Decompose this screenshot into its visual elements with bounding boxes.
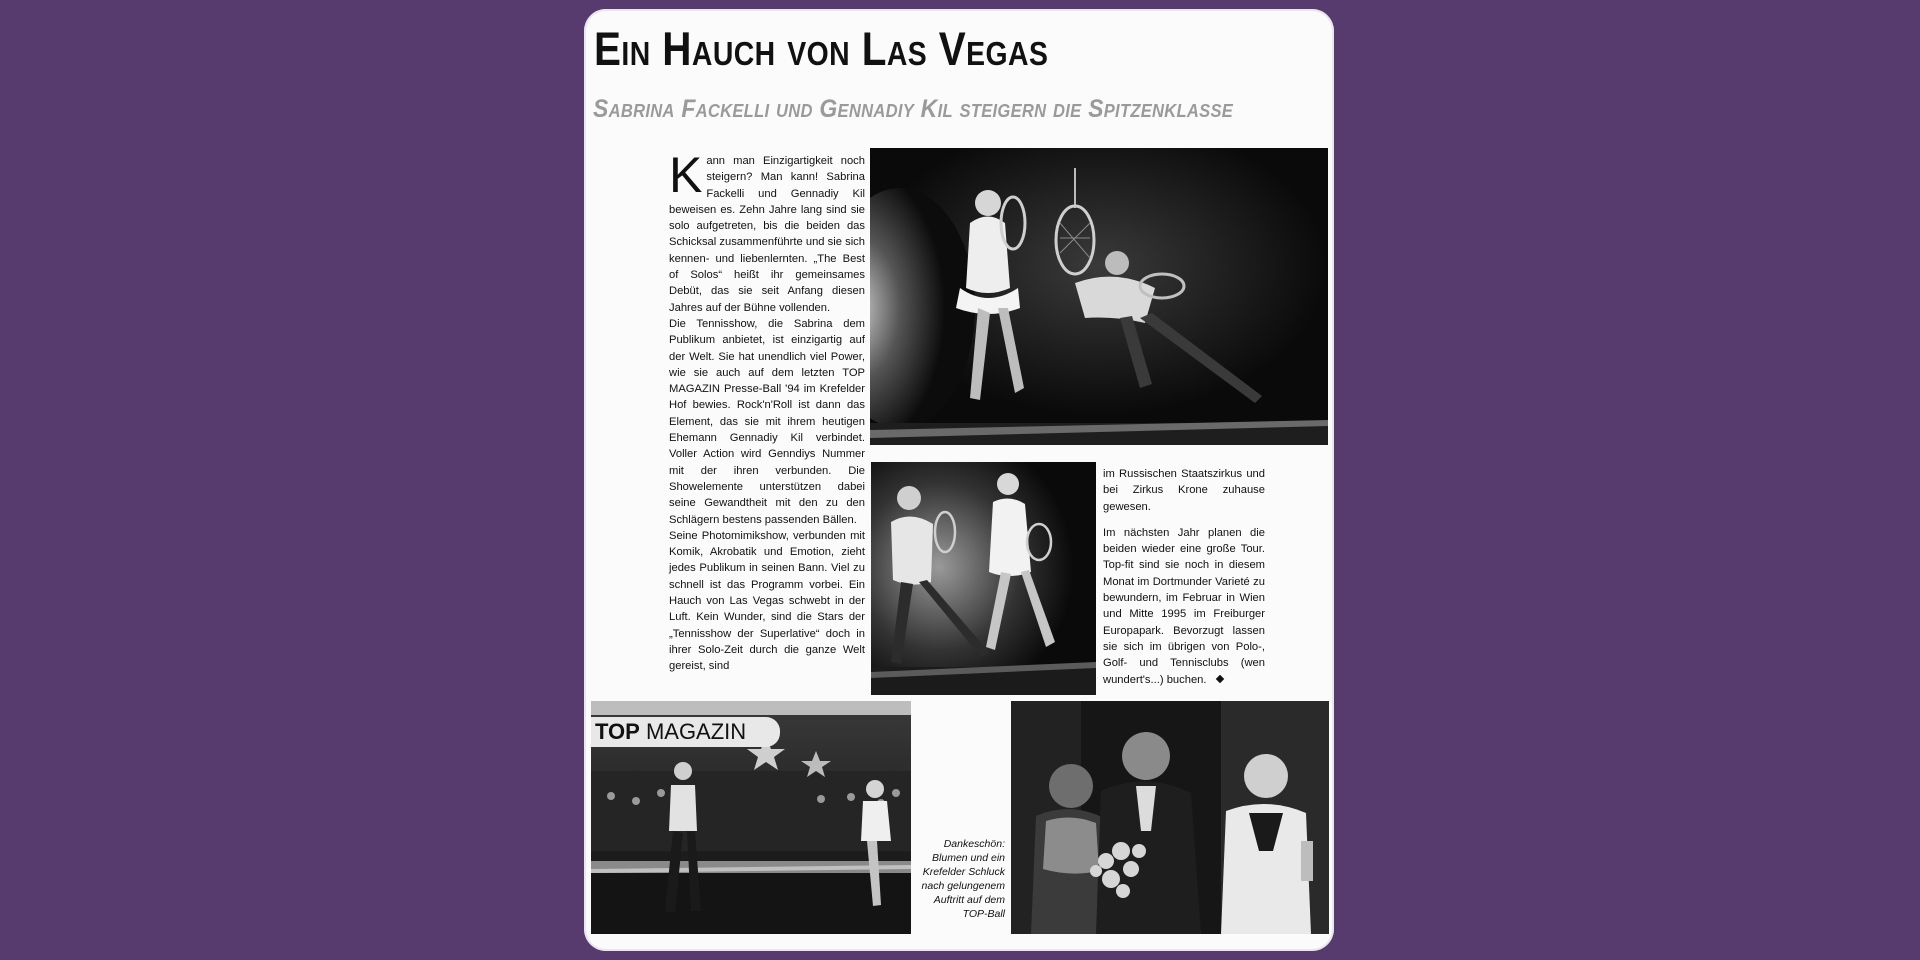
magazine-page [584, 9, 1334, 951]
photo-tennis-show [870, 148, 1328, 445]
photo-caption: Dankeschön: Blumen und ein Krefelder Schluck nach gelungenem Auftritt auf dem TOP-Ball [921, 838, 1005, 920]
paragraph-3: Seine Photomimikshow, verbunden mit Komik, Akrobatik und Emotion, zieht jedes Publikum in seinen Bann. Viel zu schnell ist das Programm vorbei. Ein Hauch von Las Vegas schwebt in der Luft. Kein Wunder, sind die Stars der „Tennisshow der Superlative“ doch in ihrer Solo-Zeit durch die ganze Welt gereist, sind [669, 529, 865, 673]
paragraph-1 [669, 147, 865, 316]
photo-duo-rackets-image [871, 462, 1096, 695]
top-magazin-banner [591, 717, 780, 747]
photo-duo-rackets [871, 462, 1096, 695]
photo-tennis-show-image [870, 148, 1328, 445]
paragraph-1-text: ann man Einzigartigkeit noch steigern? Man kann! Sabrina Fackelli und Gennadiy Kil beweisen es. Zehn Jahre lang sind sie solo aufgetreten, bis die beiden das Schicksal zusammenführte und sie sich kennen- und liebenlernten. „The Best of Solos“ heißt ihr gemeinsames Debüt, das sie seit Anfang diesen Jahres auf der Bühne vollenden. [669, 155, 865, 314]
article-column-1 [669, 147, 865, 675]
banner-magazin-text: MAGAZIN [639, 719, 747, 744]
photo-flowers-toast [1011, 701, 1329, 934]
paragraph-5-text: Im nächsten Jahr planen die beiden wieder eine große Tour. Top-fit sind sie noch in diesem Monat im Dortmunder Varieté zu bewundern, im Februar in Wien und Mitte 1995 im Freiburger Europapark. Bevorzugt lassen sie sich im übrigen von Polo-, Golf- und Tennisclubs (wen wundert's...) buchen. [1103, 526, 1265, 686]
photo-top-magazin-stage [591, 701, 911, 934]
photo-flowers-toast-image [1011, 701, 1329, 934]
drop-cap: K [669, 147, 703, 203]
paragraph-5 [1103, 525, 1265, 688]
subheadline: Sabrina Fackelli und Gennadiy Kil steigern die Spitzenklasse [593, 95, 1234, 123]
paragraph-4: im Russischen Staatszirkus und bei Zirkus Krone zuhause gewesen. [1103, 468, 1265, 513]
paragraph-2: Die Tennisshow, die Sabrina dem Publikum anbietet, ist einzigartig auf der Welt. Sie hat unendlich viel Power, wie sie auch auf dem letzten TOP MAGAZIN Presse-Ball '94 im Krefelder Hof bewies. Rock'n'Roll ist dann das Element, das sie mit ihrem heutigen Ehemann Gennadiy Kil verbindet. Voller Action wird Genndiys Nummer mit der ihren verbunden. Die Showelemente unterstützen dabei seine Gewandtheit mit den zu den Schlägern bestens passenden Bällen. [669, 317, 865, 526]
end-mark-icon [1215, 674, 1223, 682]
banner-top-text: TOP [595, 719, 640, 744]
headline: Ein Hauch von Las Vegas [594, 22, 1049, 75]
article-column-2 [1103, 466, 1265, 698]
